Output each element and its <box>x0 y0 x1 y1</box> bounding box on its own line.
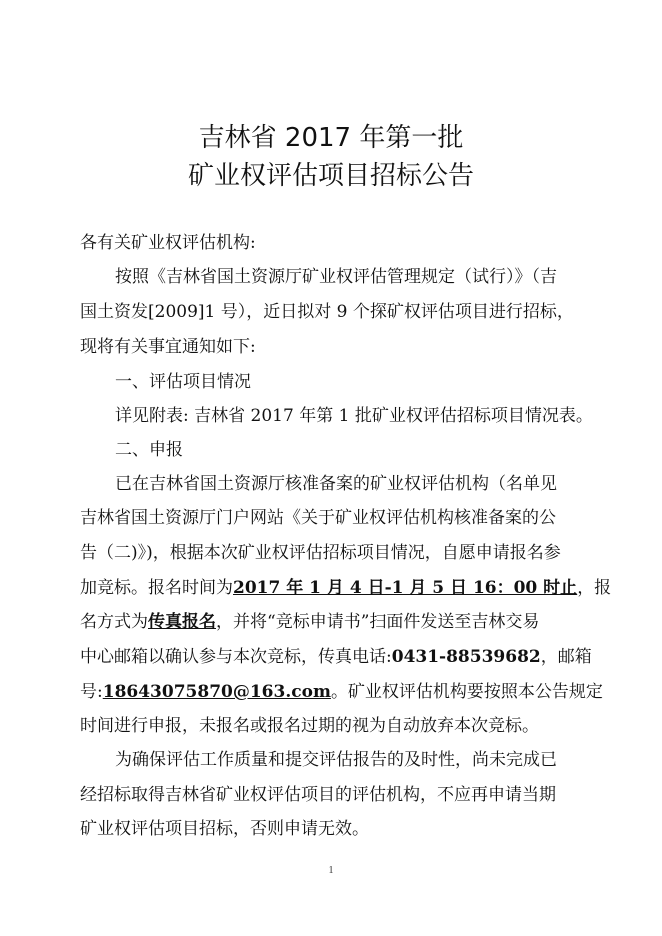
paragraph-2-line-2: 吉林省国土资源厅门户网站《关于矿业权评估机构核准备案的公 <box>80 508 556 528</box>
paragraph-2-line-8: 时间进行申报，未报名或报名过期的视为自动放弃本次竞标。 <box>80 716 539 736</box>
registration-method: 传真报名 <box>148 612 216 632</box>
registration-time-suffix: ，报 <box>577 578 612 598</box>
email-prefix: 号: <box>80 682 103 702</box>
email-suffix: 。矿业权评估机构要按照本公告规定 <box>330 682 603 702</box>
paragraph-2-line-4 <box>80 573 611 598</box>
page-number: 1 <box>328 865 334 876</box>
email-address[interactable]: 18643075870@163.com <box>102 682 331 702</box>
registration-time-prefix: 加竞标。报名时间为 <box>80 578 233 598</box>
page-title-line-2: 矿业权评估项目招标公告 <box>187 161 474 191</box>
paragraph-3-line-1: 为确保评估工作质量和提交评估报告的及时性，尚未完成已 <box>115 750 557 770</box>
registration-method-prefix: 名方式为 <box>80 612 148 632</box>
fax-prefix: 中心邮箱以确认参与本次竞标，传真电话: <box>80 647 392 667</box>
paragraph-2-line-7 <box>80 677 603 702</box>
page-title-line-1: 吉林省 2017 年第一批 <box>198 123 464 153</box>
fax-suffix: ，邮箱 <box>540 647 592 667</box>
salutation: 各有关矿业权评估机构: <box>80 233 256 253</box>
paragraph-1-line-1: 按照《吉林省国土资源厅矿业权评估管理规定（试行）》（吉 <box>115 267 557 287</box>
fax-number: 0431-88539682 <box>391 647 541 667</box>
paragraph-1-line-2: 国土资发[2009]1 号），近日拟对 9 个探矿权评估项目进行招标， <box>80 302 574 322</box>
paragraph-3-line-2: 经招标取得吉林省矿业权评估项目的评估机构，不应再申请当期 <box>80 785 556 805</box>
registration-time: 2017 年 1 月 4 日-1 月 5 日 16：00 时止 <box>233 578 578 598</box>
section-2-heading: 二、申报 <box>115 440 183 460</box>
paragraph-2-line-6 <box>80 642 592 667</box>
paragraph-2-line-5 <box>80 607 539 632</box>
paragraph-1-line-3: 现将有关事宜通知如下: <box>80 337 256 357</box>
section-1-text: 详见附表: 吉林省 2017 年第 1 批矿业权评估招标项目情况表。 <box>115 406 593 426</box>
registration-method-suffix: ，并将“竞标申请书”扫面件发送至吉林交易 <box>216 612 540 632</box>
paragraph-3-line-3: 矿业权评估项目招标，否则申请无效。 <box>80 819 369 839</box>
paragraph-2-line-3: 告（二)》)，根据本次矿业权评估招标项目情况，自愿申请报名参 <box>80 543 561 563</box>
paragraph-2-line-1: 已在吉林省国土资源厅核准备案的矿业权评估机构（名单见 <box>115 474 557 494</box>
section-1-heading: 一、评估项目情况 <box>115 372 251 392</box>
